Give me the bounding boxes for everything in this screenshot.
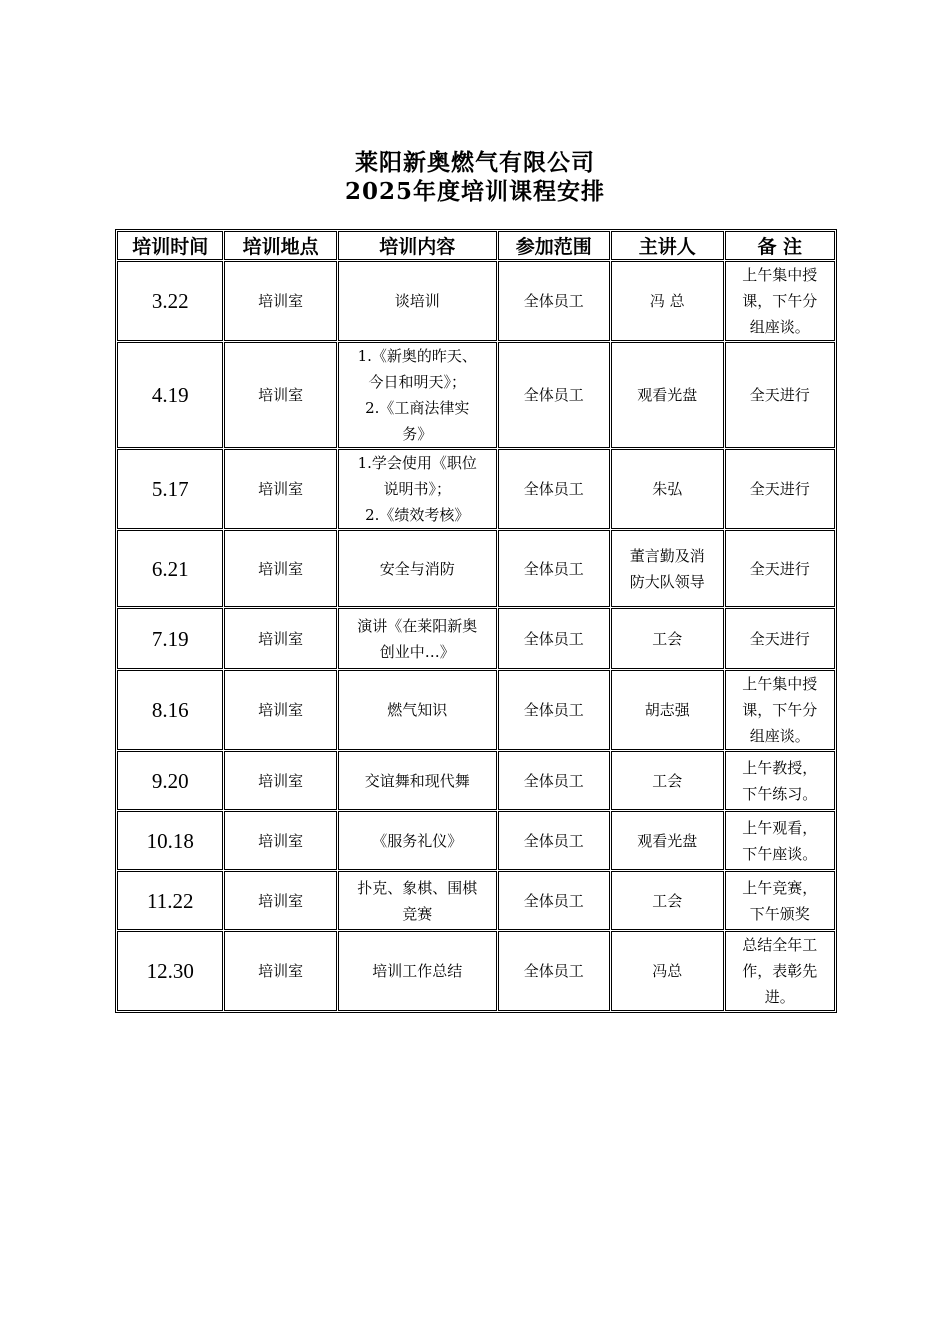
cell-content bbox=[338, 811, 497, 870]
cell-content-line: 2.《绩效考核》 bbox=[365, 506, 470, 524]
cell-scope: 全体员工 bbox=[498, 811, 610, 870]
cell-content bbox=[338, 530, 497, 607]
cell-content bbox=[338, 670, 497, 750]
cell-note-line: 下午练习。 bbox=[742, 784, 818, 803]
cell-content bbox=[338, 342, 497, 448]
table-row bbox=[117, 670, 835, 750]
header-location: 培训地点 bbox=[224, 231, 336, 260]
cell-note bbox=[725, 530, 836, 607]
cell-speaker-line: 冯 总 bbox=[649, 292, 685, 310]
cell-note bbox=[725, 811, 836, 870]
cell-speaker bbox=[611, 261, 723, 341]
header-speaker: 主讲人 bbox=[611, 231, 723, 260]
cell-content bbox=[338, 871, 497, 930]
cell-scope: 全体员工 bbox=[498, 871, 610, 930]
cell-speaker-line: 董言勤及消 bbox=[629, 546, 705, 565]
cell-content-line: 务》 bbox=[402, 425, 433, 443]
company-name: 莱阳新奥燃气有限公司 bbox=[355, 149, 595, 176]
cell-note-line: 组座谈。 bbox=[749, 727, 810, 745]
cell-scope: 全体员工 bbox=[498, 608, 610, 669]
header-row bbox=[117, 231, 835, 260]
table-row bbox=[117, 811, 835, 870]
cell-content bbox=[338, 261, 497, 341]
cell-scope: 全体员工 bbox=[498, 931, 610, 1011]
cell-content-line: 2.《工商法律实 bbox=[365, 399, 470, 417]
cell-speaker-line: 观看光盘 bbox=[637, 831, 698, 850]
cell-date: 5.17 bbox=[117, 449, 223, 529]
cell-note bbox=[725, 261, 836, 341]
table-row bbox=[117, 261, 835, 341]
table-row bbox=[117, 608, 835, 669]
cell-note-line: 总结全年工 bbox=[742, 936, 818, 954]
header-content: 培训内容 bbox=[338, 231, 497, 260]
cell-note-line: 上午竞赛， bbox=[742, 878, 818, 897]
cell-speaker bbox=[611, 871, 723, 930]
cell-note-line: 课，下午分 bbox=[742, 701, 818, 719]
cell-scope: 全体员工 bbox=[498, 342, 610, 448]
cell-speaker-line: 朱弘 bbox=[652, 480, 683, 498]
schedule-body bbox=[117, 261, 835, 1011]
cell-location: 培训室 bbox=[224, 931, 336, 1011]
cell-speaker bbox=[611, 342, 723, 448]
cell-date: 12.30 bbox=[117, 931, 223, 1011]
cell-speaker-line: 工会 bbox=[652, 771, 683, 790]
cell-speaker bbox=[611, 670, 723, 750]
cell-content bbox=[338, 931, 497, 1011]
cell-content-line: 交谊舞和现代舞 bbox=[364, 771, 470, 790]
cell-scope: 全体员工 bbox=[498, 449, 610, 529]
cell-content-line: 燃气知识 bbox=[387, 701, 448, 719]
cell-note-line: 进。 bbox=[764, 988, 795, 1006]
cell-date: 6.21 bbox=[117, 530, 223, 607]
table-row bbox=[117, 751, 835, 810]
cell-date: 10.18 bbox=[117, 811, 223, 870]
cell-date: 7.19 bbox=[117, 608, 223, 669]
cell-note-line: 上午集中授 bbox=[742, 675, 818, 693]
cell-scope: 全体员工 bbox=[498, 261, 610, 341]
cell-note bbox=[725, 751, 836, 810]
cell-note-line: 全天进行 bbox=[749, 629, 810, 648]
cell-content-line: 演讲《在莱阳新奥 bbox=[357, 616, 478, 635]
cell-speaker-line: 观看光盘 bbox=[637, 386, 698, 404]
cell-location: 培训室 bbox=[224, 449, 336, 529]
header-date: 培训时间 bbox=[117, 231, 223, 260]
cell-location: 培训室 bbox=[224, 871, 336, 930]
cell-content-line: 说明书》； bbox=[383, 480, 451, 498]
header-scope: 参加范围 bbox=[498, 231, 610, 260]
cell-note-line: 课，下午分 bbox=[742, 292, 818, 310]
table-row bbox=[117, 342, 835, 448]
cell-date: 9.20 bbox=[117, 751, 223, 810]
cell-location: 培训室 bbox=[224, 670, 336, 750]
cell-content bbox=[338, 449, 497, 529]
cell-date: 4.19 bbox=[117, 342, 223, 448]
cell-speaker-line: 防大队领导 bbox=[629, 572, 705, 591]
table-row bbox=[117, 530, 835, 607]
cell-location: 培训室 bbox=[224, 608, 336, 669]
cell-location: 培训室 bbox=[224, 261, 336, 341]
cell-content-line: 安全与消防 bbox=[379, 559, 455, 578]
cell-note bbox=[725, 871, 836, 930]
cell-speaker bbox=[611, 751, 723, 810]
cell-note-line: 上午教授， bbox=[742, 758, 818, 777]
cell-note-line: 下午座谈。 bbox=[742, 844, 818, 863]
cell-speaker bbox=[611, 530, 723, 607]
cell-location: 培训室 bbox=[224, 751, 336, 810]
cell-note-line: 作，表彰先 bbox=[742, 962, 818, 980]
cell-content bbox=[338, 608, 497, 669]
cell-content-line: 竞赛 bbox=[402, 904, 433, 923]
header-note: 备 注 bbox=[725, 231, 836, 260]
cell-speaker-line: 胡志强 bbox=[644, 701, 690, 719]
cell-content bbox=[338, 751, 497, 810]
cell-scope: 全体员工 bbox=[498, 751, 610, 810]
cell-note bbox=[725, 608, 836, 669]
cell-speaker bbox=[611, 811, 723, 870]
cell-content-line: 培训工作总结 bbox=[372, 962, 463, 980]
cell-note bbox=[725, 449, 836, 529]
cell-content-line: 1.学会使用《职位 bbox=[357, 454, 477, 472]
schedule-title: 2025年度培训课程安排 bbox=[344, 178, 605, 205]
cell-scope: 全体员工 bbox=[498, 530, 610, 607]
cell-note-line: 全天进行 bbox=[749, 480, 810, 498]
cell-content-line: 创业中…》 bbox=[379, 642, 455, 661]
cell-note-line: 全天进行 bbox=[749, 386, 810, 404]
document-title bbox=[0, 148, 950, 206]
cell-note-line: 组座谈。 bbox=[749, 318, 810, 336]
cell-note-line: 上午观看， bbox=[742, 818, 818, 837]
cell-location: 培训室 bbox=[224, 530, 336, 607]
cell-scope: 全体员工 bbox=[498, 670, 610, 750]
cell-date: 8.16 bbox=[117, 670, 223, 750]
training-schedule-table bbox=[115, 229, 837, 1013]
cell-content-line: 1.《新奥的昨天、 bbox=[357, 347, 477, 365]
cell-note bbox=[725, 670, 836, 750]
cell-content-line: 《服务礼仪》 bbox=[372, 831, 463, 850]
table-row bbox=[117, 931, 835, 1011]
cell-note-line: 上午集中授 bbox=[742, 266, 818, 284]
table-row bbox=[117, 449, 835, 529]
cell-speaker-line: 冯总 bbox=[652, 962, 683, 980]
cell-location: 培训室 bbox=[224, 811, 336, 870]
cell-content-line: 扑克、象棋、围棋 bbox=[357, 878, 478, 897]
cell-speaker bbox=[611, 449, 723, 529]
cell-date: 3.22 bbox=[117, 261, 223, 341]
cell-speaker-line: 工会 bbox=[652, 629, 683, 648]
cell-speaker-line: 工会 bbox=[652, 891, 683, 910]
cell-speaker bbox=[611, 931, 723, 1011]
cell-note bbox=[725, 342, 836, 448]
cell-note-line: 下午颁奖 bbox=[749, 904, 810, 923]
cell-date: 11.22 bbox=[117, 871, 223, 930]
cell-speaker bbox=[611, 608, 723, 669]
table-row bbox=[117, 871, 835, 930]
cell-content-line: 谈培训 bbox=[394, 292, 440, 310]
cell-note-line: 全天进行 bbox=[749, 559, 810, 578]
cell-note bbox=[725, 931, 836, 1011]
cell-content-line: 今日和明天》； bbox=[368, 373, 466, 391]
cell-location: 培训室 bbox=[224, 342, 336, 448]
